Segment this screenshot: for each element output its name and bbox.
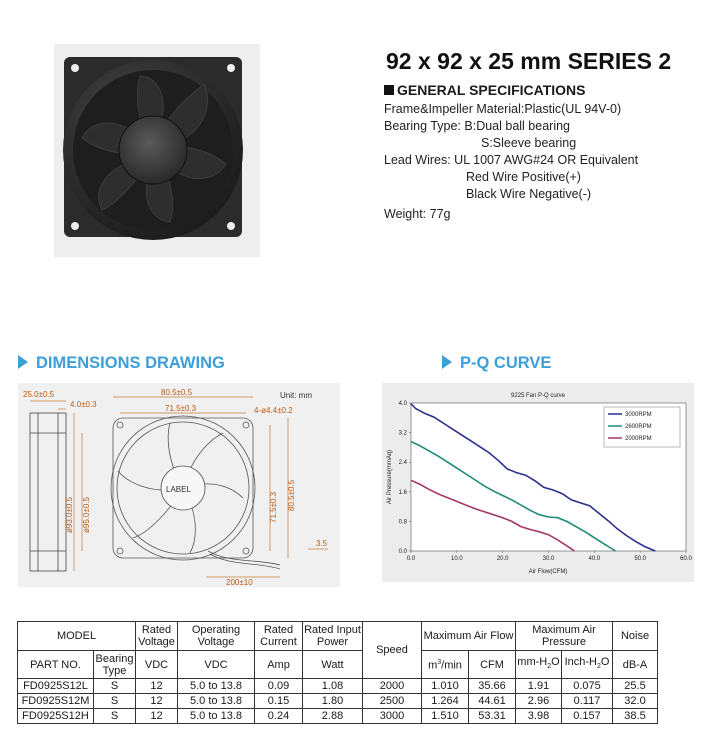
- cell-mmh2o: 1.91: [516, 679, 562, 694]
- product-photo: [54, 44, 260, 257]
- cell-cfm: 53.31: [469, 709, 516, 724]
- x-tick-label: 0.0: [406, 556, 416, 562]
- side-view: [30, 413, 66, 571]
- cell-current: 0.15: [255, 694, 303, 709]
- dimensions-header-label: DIMENSIONS DRAWING: [36, 354, 225, 372]
- x-axis-label: Air Flow(CFM): [528, 569, 568, 575]
- cell-bearing: S: [94, 709, 136, 724]
- cell-rated-voltage: 12: [136, 694, 178, 709]
- product-title: 92 x 92 x 25 mm SERIES 2: [386, 48, 672, 74]
- cell-bearing: S: [94, 694, 136, 709]
- dim-width-inner: 71.5±0.3: [165, 404, 197, 413]
- y-tick-label: 1.6: [398, 489, 407, 496]
- cell-m3min: 1.264: [422, 694, 469, 709]
- pq-header-label: P-Q CURVE: [460, 354, 552, 372]
- legend-label: 3000RPM: [625, 412, 652, 418]
- cell-current: 0.09: [255, 679, 303, 694]
- cell-inchh2o: 0.117: [562, 694, 613, 709]
- cell-bearing: S: [94, 679, 136, 694]
- y-tick-label: 2.4: [398, 460, 407, 467]
- dim-lead-strip: 3.5: [316, 539, 328, 548]
- spec-heading-label: GENERAL SPECIFICATIONS: [397, 82, 586, 98]
- chart-title: 9225 Fan P-Q curve: [510, 393, 566, 399]
- cell-noise: 25.5: [613, 679, 658, 694]
- drawing-svg: [18, 383, 340, 587]
- square-bullet-icon: [384, 85, 394, 95]
- th-unit-vdc-2: VDC: [178, 651, 255, 679]
- cell-cfm: 35.66: [469, 679, 516, 694]
- th-max-air-flow: Maximum Air Flow: [422, 622, 516, 651]
- dim-height-inner: 71.5±0.3: [269, 491, 278, 523]
- th-unit-watt: Watt: [303, 651, 363, 679]
- th-part-no: PART NO.: [18, 651, 94, 679]
- drawing-label: LABEL: [166, 485, 191, 494]
- th-unit-vdc: VDC: [136, 651, 178, 679]
- table-row: [18, 679, 658, 694]
- x-tick-label: 60.0: [680, 556, 692, 562]
- cell-part-no: FD0925S12M: [18, 694, 94, 709]
- cell-rated-voltage: 12: [136, 679, 178, 694]
- table-header-row: [18, 622, 658, 651]
- cell-noise: 38.5: [613, 709, 658, 724]
- th-rated-current: Rated Current: [255, 622, 303, 651]
- cell-inchh2o: 0.075: [562, 679, 613, 694]
- cell-mmh2o: 2.96: [516, 694, 562, 709]
- x-tick-label: 40.0: [588, 556, 601, 562]
- x-tick-label: 50.0: [634, 556, 647, 562]
- th-unit-cfm: CFM: [469, 651, 516, 679]
- cell-power: 1.08: [303, 679, 363, 694]
- dim-lead: 200±10: [226, 578, 253, 587]
- th-operating-voltage: Operating Voltage: [178, 622, 255, 651]
- th-max-air-pressure: Maximum Air Pressure: [516, 622, 613, 651]
- dim-flange: 4.0±0.3: [70, 400, 97, 409]
- chart-svg: [382, 383, 694, 582]
- spec-material: Frame&Impeller Material:Plastic(UL 94V-0): [384, 102, 622, 116]
- cell-operating-voltage: 5.0 to 13.8: [178, 709, 255, 724]
- x-tick-label: 20.0: [496, 556, 509, 562]
- dimensions-header: [18, 354, 225, 373]
- th-unit-m3min: $m^3/\min$: [422, 651, 469, 679]
- y-tick-label: 0.0: [398, 549, 407, 555]
- x-tick-label: 10.0: [450, 556, 463, 562]
- unit-label: Unit: mm: [280, 391, 312, 400]
- cell-operating-voltage: 5.0 to 13.8: [178, 679, 255, 694]
- dim-dia-outer: ø95.0±0.5: [82, 497, 91, 533]
- spec-black-wire: Black Wire Negative(-): [466, 187, 592, 201]
- table-row: [18, 694, 658, 709]
- cell-current: 0.24: [255, 709, 303, 724]
- spec-lead-wires: Lead Wires: UL 1007 AWG#24 OR Equivalent: [384, 153, 639, 167]
- cell-speed: 3000: [363, 709, 422, 724]
- spec-table: [17, 621, 658, 724]
- pq-chart: [382, 383, 694, 582]
- cell-m3min: 1.510: [422, 709, 469, 724]
- th-bearing-type: Bearing Type: [94, 651, 136, 679]
- y-tick-label: 3.2: [398, 430, 407, 437]
- dim-height-outer: 80.5±0.5: [287, 479, 296, 511]
- th-speed: Speed: [363, 622, 422, 679]
- cell-mmh2o: 3.98: [516, 709, 562, 724]
- cell-power: 2.88: [303, 709, 363, 724]
- spec-weight: Weight: 77g: [384, 207, 451, 221]
- table-unit-row: [18, 651, 658, 679]
- cell-inchh2o: 0.157: [562, 709, 613, 724]
- fan-image: [54, 44, 260, 257]
- cell-noise: 32.0: [613, 694, 658, 709]
- th-rated-input-power: Rated Input Power: [303, 622, 363, 651]
- spec-heading: [384, 82, 586, 98]
- spec-bearing-sleeve: S:Sleeve bearing: [481, 136, 577, 150]
- legend-label: 2600RPM: [625, 424, 652, 430]
- cell-cfm: 44.61: [469, 694, 516, 709]
- table-row: [18, 709, 658, 724]
- dim-depth: 25.0±0.5: [23, 390, 55, 399]
- th-rated-voltage: Rated Voltage: [136, 622, 178, 651]
- dim-hole: 4-ø4.4±0.2: [254, 406, 293, 415]
- cell-operating-voltage: 5.0 to 13.8: [178, 694, 255, 709]
- spec-bearing: Bearing Type: B:Dual ball bearing: [384, 119, 570, 133]
- x-tick-label: 30.0: [542, 556, 555, 562]
- triangle-icon: [18, 355, 28, 369]
- dimensions-drawing: [18, 383, 340, 587]
- th-noise: Noise: [613, 622, 658, 651]
- y-tick-label: 0.8: [398, 519, 407, 526]
- th-unit-dba: dB-A: [613, 651, 658, 679]
- th-unit-amp: Amp: [255, 651, 303, 679]
- dim-dia-inner: ø93.0±0.5: [65, 497, 74, 533]
- spec-red-wire: Red Wire Positive(+): [466, 170, 581, 184]
- legend-label: 2000RPM: [625, 436, 652, 442]
- y-tick-label: 4.0: [398, 401, 407, 407]
- cell-power: 1.80: [303, 694, 363, 709]
- th-unit-inchh2o: Inch-$H_2O$: [562, 651, 613, 679]
- cell-rated-voltage: 12: [136, 709, 178, 724]
- cell-part-no: FD0925S12H: [18, 709, 94, 724]
- pq-header: [442, 354, 551, 373]
- cell-m3min: 1.010: [422, 679, 469, 694]
- cell-part-no: FD0925S12L: [18, 679, 94, 694]
- cell-speed: 2000: [363, 679, 422, 694]
- dim-width-outer: 80.5±0.5: [161, 388, 193, 397]
- triangle-icon: [442, 355, 452, 369]
- y-axis-label: Air Pressure(mmAq): [387, 449, 393, 505]
- th-model: MODEL: [18, 622, 136, 651]
- cell-speed: 2500: [363, 694, 422, 709]
- th-unit-mmh2o: $mm-H_2O$: [516, 651, 562, 679]
